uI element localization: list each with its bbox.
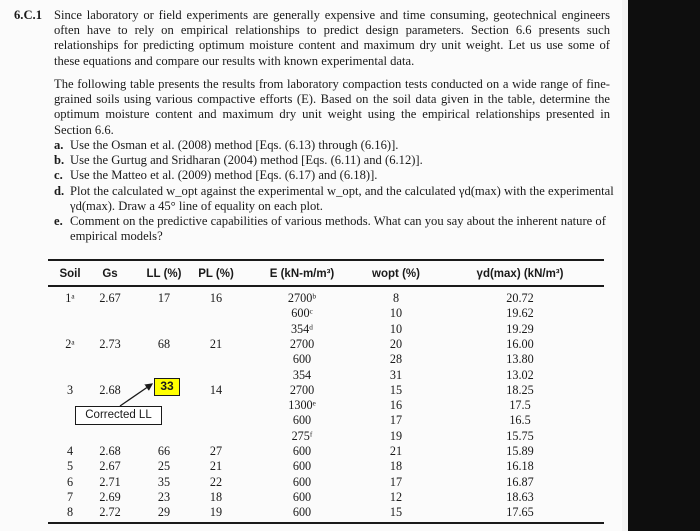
task-item-text: Use the Osman et al. (2008) method [Eqs. (6.13) through (6.16)]. <box>70 138 399 152</box>
task-item-text: Plot the calculated w_opt against the experimental w_opt, and the calculated γd(max) with the experimental γd(max). Draw a 45° line of equality on each plot. <box>70 183 614 213</box>
table-cell-gamma: 18.63 <box>506 489 534 504</box>
header-pl: PL (%) <box>198 268 234 280</box>
table-cell-soil: 5 <box>66 459 74 474</box>
task-item <box>54 153 614 168</box>
problem-number: 6.C.1 <box>14 8 42 22</box>
table-cell-soil: 8 <box>66 505 74 520</box>
table-cell-e: 2700ᵇ <box>287 291 317 305</box>
table-cell-ll: 35 <box>157 474 171 489</box>
table-cell-ll: 23 <box>157 489 171 504</box>
task-item-label: c. <box>54 168 63 183</box>
table-cell-wopt: 28 <box>389 352 403 367</box>
table-cell-gs: 2.72 <box>99 505 121 520</box>
table-cell-soil: 2ᵃ <box>65 336 75 351</box>
table-cell-e: 600 <box>292 444 312 458</box>
table-intro <box>54 77 610 138</box>
table-cell-wopt: 18 <box>389 459 403 474</box>
table-cell-gamma: 19.62 <box>506 306 534 321</box>
table-cell-e: 600 <box>292 489 312 504</box>
table-cell-e: 600 <box>292 474 312 489</box>
task-item-label: e. <box>54 214 63 229</box>
table-cell-gamma: 18.25 <box>506 382 534 397</box>
table-cell-wopt: 19 <box>389 428 403 443</box>
table-cell-e: 600ᶜ <box>291 306 313 321</box>
task-item-label: a. <box>54 138 64 152</box>
table-cell-gamma: 19.29 <box>506 321 534 336</box>
header-gamma: γd(max) (kN/m³) <box>476 268 564 280</box>
table-cell-pl: 16 <box>209 291 223 305</box>
table-cell-e: 2700 <box>289 336 315 351</box>
table-cell-gamma: 16.5 <box>509 413 531 428</box>
table-bottom-rule <box>48 522 604 524</box>
table-cell-gs: 2.71 <box>99 474 121 489</box>
header-e: E (kN-m/m³) <box>269 268 335 280</box>
task-item-label: b. <box>54 153 65 168</box>
table-cell-wopt: 31 <box>389 367 403 382</box>
table-cell-pl: 14 <box>209 382 223 397</box>
table-cell-pl: 21 <box>209 336 223 351</box>
table-cell-gamma: 20.72 <box>506 291 534 305</box>
header-gs: Gs <box>102 268 118 280</box>
table-header-rule <box>48 285 604 287</box>
table-cell-gamma: 16.87 <box>506 474 534 489</box>
task-item-text: Use the Matteo et al. (2009) method [Eqs. (6.17) and (6.18)]. <box>70 168 378 183</box>
table-cell-ll: 17 <box>157 291 171 305</box>
corrected-ll-label: Corrected LL <box>75 406 162 425</box>
table-cell-wopt: 17 <box>389 474 403 489</box>
table-cell-gamma: 16.00 <box>506 336 534 351</box>
table-cell-wopt: 16 <box>389 398 403 413</box>
table-cell-wopt: 10 <box>389 306 403 321</box>
header-soil: Soil <box>59 268 81 280</box>
table-cell-ll: 25 <box>157 459 171 474</box>
task-item <box>54 214 614 244</box>
table-cell-ll: 29 <box>157 505 171 520</box>
table-cell-gamma: 17.5 <box>509 398 531 413</box>
table-cell-gamma: 17.65 <box>506 505 534 520</box>
table-cell-gs: 2.73 <box>99 336 121 351</box>
table-cell-e: 354 <box>292 367 312 382</box>
table-cell-soil: 6 <box>66 474 74 489</box>
task-item <box>54 168 614 183</box>
task-item <box>54 138 614 153</box>
corrected-ll-value: 33 <box>154 378 180 396</box>
table-cell-soil: 4 <box>66 444 74 458</box>
table-cell-gs: 2.67 <box>99 291 121 305</box>
table-cell-e: 600 <box>292 413 312 428</box>
table-cell-wopt: 15 <box>389 505 403 520</box>
table-cell-soil: 3 <box>66 382 74 397</box>
table-cell-wopt: 17 <box>389 413 403 428</box>
table-cell-wopt: 12 <box>389 489 403 504</box>
header-ll: LL (%) <box>146 268 182 280</box>
table-cell-ll: 66 <box>157 444 171 458</box>
table-cell-wopt: 21 <box>389 444 403 458</box>
table-cell-wopt: 8 <box>392 291 400 305</box>
table-cell-wopt: 10 <box>389 321 403 336</box>
task-list <box>54 138 614 244</box>
table-cell-gamma: 13.80 <box>506 352 534 367</box>
problem-intro <box>54 8 610 69</box>
table-cell-wopt: 20 <box>389 336 403 351</box>
table-cell-gamma: 16.18 <box>506 459 534 474</box>
task-item <box>54 184 614 214</box>
table-cell-e: 354ᵈ <box>290 321 314 336</box>
table-cell-gs: 2.68 <box>99 444 121 458</box>
table-cell-pl: 21 <box>209 459 223 474</box>
table-intro-text: The following table presents the results from laboratory compaction tests conducted on a wide range of fine-grained soils using various compactive efforts (E). Based on the soil data given in the table, determine the optimum moisture content and maximum dry unit weight using the empirical relationships presented in Section 6.6. <box>54 77 610 137</box>
task-item-text: Comment on the predictive capabilities of various methods. What can you say about the inherent nature of empirical models? <box>70 214 606 244</box>
table-cell-e: 1300ᵉ <box>288 398 316 413</box>
table-cell-pl: 27 <box>209 444 223 458</box>
header-wopt: wopt (%) <box>372 268 420 280</box>
table-cell-soil: 7 <box>66 489 74 504</box>
task-item-text: Use the Gurtug and Sridharan (2004) method [Eqs. (6.11) and (6.12)]. <box>70 153 423 168</box>
table-cell-gs: 2.68 <box>99 382 121 397</box>
table-cell-gs: 2.67 <box>99 459 121 474</box>
table-cell-wopt: 15 <box>389 382 403 397</box>
table-cell-e: 600 <box>292 459 312 474</box>
table-cell-e: 275ᶠ <box>291 428 313 443</box>
table-cell-gamma: 15.89 <box>506 444 534 458</box>
table-cell-gs: 2.69 <box>99 489 121 504</box>
table-cell-soil: 1ᵃ <box>65 291 75 305</box>
dark-side-panel <box>628 0 700 531</box>
table-cell-pl: 19 <box>209 505 223 520</box>
table-cell-e: 600 <box>292 352 312 367</box>
table-cell-e: 2700 <box>289 382 315 397</box>
problem-intro-text: Since laboratory or field experiments are generally expensive and time consuming, geotechnical engineers often have to rely on empirical relationships to predict design parameters. Section 6.6 presents such relationships for predicting optimum moisture content and maximum dry unit weight. Let us use some of these equations and compare our results with known experimental data. <box>54 8 610 68</box>
table-cell-pl: 18 <box>209 489 223 504</box>
task-item-label: d. <box>54 183 65 198</box>
table-cell-gamma: 15.75 <box>506 428 534 443</box>
table-cell-ll: 68 <box>157 336 171 351</box>
table-top-rule <box>48 259 604 261</box>
table-cell-pl: 22 <box>209 474 223 489</box>
table-cell-e: 600 <box>292 505 312 520</box>
table-cell-gamma: 13.02 <box>506 367 534 382</box>
